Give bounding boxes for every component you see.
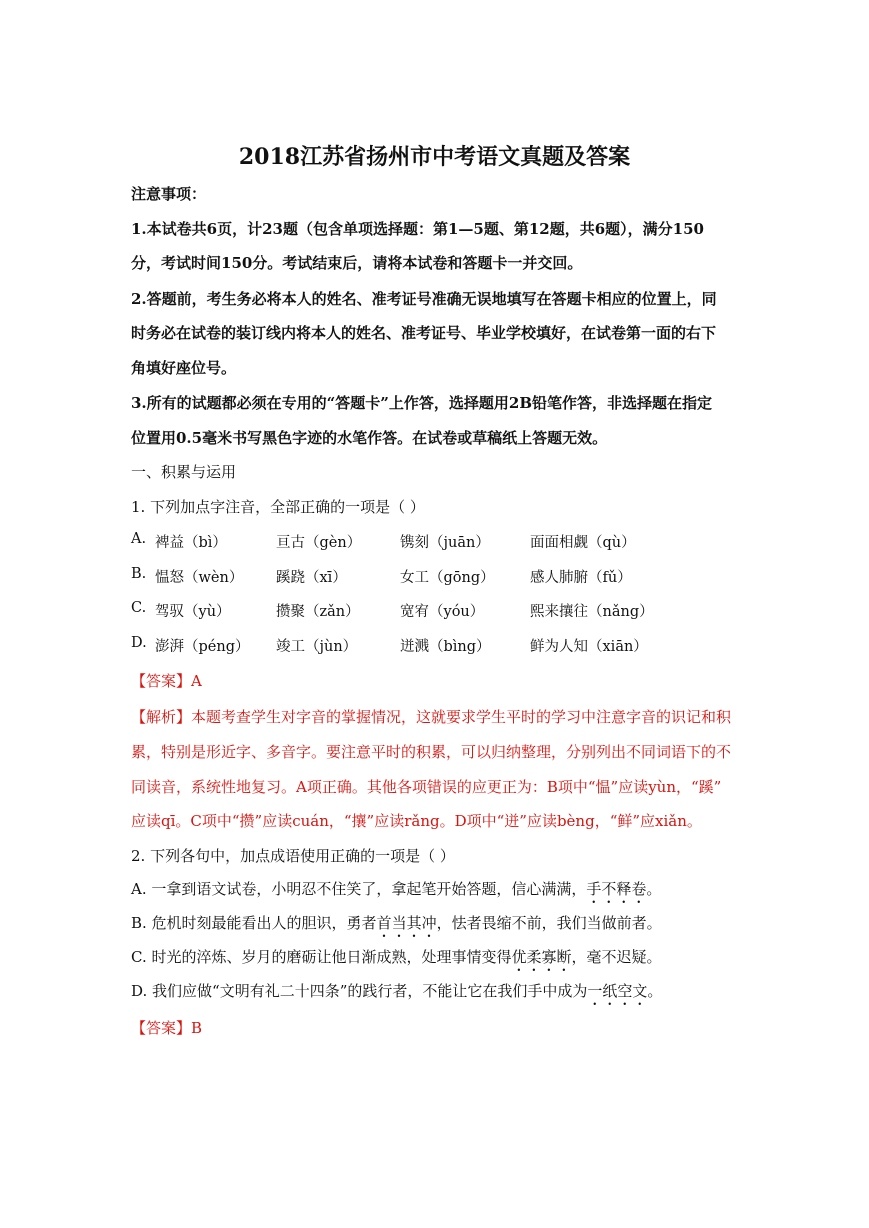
question-2-answer: 【答案】B <box>131 1019 203 1037</box>
notice-item-1-line-2: 分，考试时间150分。考试结束后，请将本试卷和答题卡一并交回。 <box>131 254 583 272</box>
option-text: 。 <box>646 880 662 898</box>
q1-option-c-item: 宽宥（yóu） <box>400 604 485 620</box>
option-text: D. 我们应做“文明有礼二十四条”的践行者，不能让它在我们手中成为 <box>131 982 588 1000</box>
notice-heading: 注意事项： <box>131 185 207 203</box>
q1-option-b-item: 女工（gōng） <box>400 570 495 586</box>
notice-item-2-line-3: 角填好座位号。 <box>131 359 237 377</box>
question-1-analysis-line: 应读qī。C项中“攒”应读cuán，“攘”应读rǎng。D项中“迸”应读bèng，“鲜”应xiǎn。 <box>131 812 702 830</box>
q1-option-a-label: A. <box>131 531 147 547</box>
q1-option-c-label: C. <box>131 600 147 616</box>
question-1-analysis-line: 【解析】本题考查学生对字音的掌握情况，这就要求学生平时的学习中注意字音的识记和积 <box>131 708 732 726</box>
option-text: 。 <box>647 982 663 1000</box>
notice-item-3-line-1: 3.所有的试题都必须在专用的“答题卡”上作答，选择题用2B铅笔作答，非选择题在指定 <box>131 394 713 412</box>
q2-option-d <box>131 980 662 1009</box>
q1-option-a-item: 亘古（gèn） <box>276 535 362 551</box>
q1-option-d-item: 澎湃（péng） <box>155 639 250 655</box>
q2-option-b <box>131 912 662 941</box>
q2-option-c <box>131 946 662 975</box>
q1-option-d-item: 竣工（jùn） <box>276 639 358 655</box>
notice-item-2-line-2: 时务必在试卷的装订线内将本人的姓名、准考证号、毕业学校填好，在试卷第一面的右下 <box>131 324 717 342</box>
q1-option-b-item: 愠怒（wèn） <box>155 570 244 586</box>
section-heading: 一、积累与运用 <box>131 463 237 481</box>
q1-option-b-item: 感人肺腑（fǔ） <box>530 570 632 586</box>
q1-option-b-item: 蹊跷（xī） <box>276 570 347 586</box>
option-text: ，毫不迟疑。 <box>571 948 662 966</box>
q1-option-a-item: 裨益（bì） <box>155 535 227 551</box>
q1-option-b-label: B. <box>131 566 147 582</box>
question-1-analysis-line: 累，特别是形近字、多音字。要注意平时的积累，可以归纳整理，分别列出不同词语下的不 <box>131 743 732 761</box>
q1-option-d-label: D. <box>131 635 147 651</box>
option-text: A. 一拿到语文试卷，小明忍不住笑了，拿起笔开始答题，信心满满， <box>131 880 587 898</box>
q1-option-d-item: 鲜为人知（xiān） <box>530 639 648 655</box>
option-text: C. 时光的淬炼、岁月的磨砺让他日渐成熟，处理事情变得 <box>131 948 512 966</box>
q1-option-c-item: 熙来攘往（nǎng） <box>530 604 654 620</box>
q1-option-c-item: 驾驭（yù） <box>155 604 231 620</box>
notice-item-2-line-1: 2.答题前，考生务必将本人的姓名、准考证号准确无误地填写在答题卡相应的位置上，同 <box>131 290 717 308</box>
q1-option-a-item: 镌刻（juān） <box>400 535 490 551</box>
dotted-idiom: 一纸空文 <box>587 982 648 1000</box>
notice-item-3-line-2: 位置用0.5毫米书写黑色字迹的水笔作答。在试卷或草稿纸上答题无效。 <box>131 429 608 447</box>
page-title: 2018江苏省扬州市中考语文真题及答案 <box>238 144 631 170</box>
option-text: ，怯者畏缩不前，我们当做前者。 <box>436 914 662 932</box>
dotted-idiom: 首当其冲 <box>376 914 437 932</box>
q1-option-a-item: 面面相觑（qù） <box>530 535 636 551</box>
notice-item-1-line-1: 1.本试卷共6页，计23题（包含单项选择题：第1—5题、第12题，共6题），满分150 <box>131 220 704 238</box>
question-1-answer: 【答案】A <box>131 672 202 690</box>
q1-option-d-item: 迸溅（bìng） <box>400 639 491 655</box>
q2-option-a <box>131 878 661 907</box>
question-2-stem: 2. 下列各句中，加点成语使用正确的一项是（ ） <box>131 847 455 865</box>
dotted-idiom: 优柔寡断 <box>511 948 572 966</box>
question-1-analysis-line: 同读音，系统性地复习。A项正确。其他各项错误的应更正为：B项中“愠”应读yùn，“蹊” <box>131 778 722 796</box>
option-text: B. 危机时刻最能看出人的胆识，勇者 <box>131 914 377 932</box>
dotted-idiom: 手不释卷 <box>586 880 647 898</box>
question-1-stem: 1. 下列加点字注音，全部正确的一项是（ ） <box>131 498 425 516</box>
q1-option-c-item: 攒聚（zǎn） <box>276 604 360 620</box>
